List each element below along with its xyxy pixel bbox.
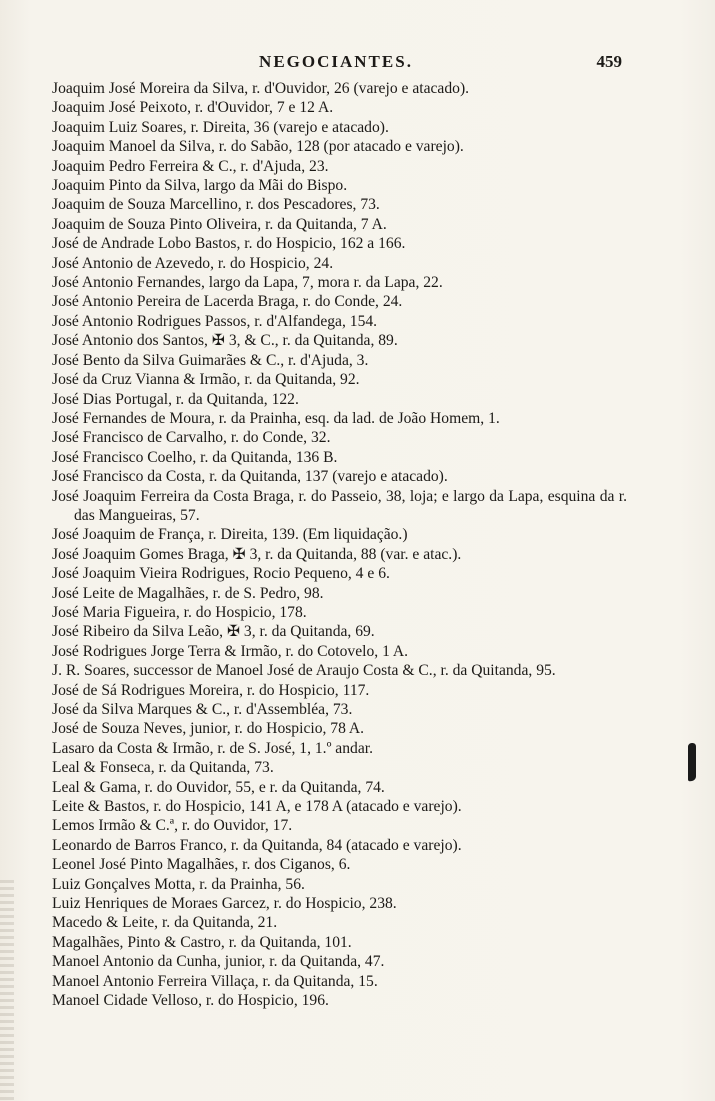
- merchant-entry: José de Andrade Lobo Bastos, r. do Hospicio, 162 a 166.: [52, 235, 406, 253]
- merchant-entry: Joaquim de Souza Marcellino, r. dos Pescadores, 73.: [52, 196, 380, 214]
- merchant-entry: José de Souza Neves, junior, r. do Hospicio, 78 A.: [52, 720, 365, 738]
- merchant-entry: Leal & Gama, r. do Ouvidor, 55, e r. da Quitanda, 74.: [52, 778, 385, 796]
- merchant-entry: Joaquim Luiz Soares, r. Direita, 36 (varejo e atacado).: [52, 118, 389, 136]
- merchant-entry: Leonardo de Barros Franco, r. da Quitanda, 84 (atacado e varejo).: [52, 836, 462, 854]
- merchant-entry: Lasaro da Costa & Irmão, r. de S. José, 1, 1.º andar.: [52, 739, 373, 757]
- merchant-entry: Magalhães, Pinto & Castro, r. da Quitanda, 101.: [52, 933, 352, 951]
- merchant-entry: Manoel Antonio da Cunha, junior, r. da Quitanda, 47.: [52, 953, 385, 971]
- merchant-entry: José da Silva Marques & C., r. d'Assembléa, 73.: [52, 701, 353, 718]
- merchant-entry: José Joaquim de França, r. Direita, 139. (Em liquidação.): [52, 526, 408, 544]
- merchant-entry: Joaquim de Souza Pinto Oliveira, r. da Quitanda, 7 A.: [52, 215, 387, 233]
- merchant-entry: Luiz Gonçalves Motta, r. da Prainha, 56.: [52, 875, 305, 893]
- merchant-entry: José Joaquim Ferreira da Costa Braga, r. do Passeio, 38, loja; e largo da Lapa, esquina da r. das Mangueiras, 57.: [52, 487, 627, 524]
- merchant-entry: Leonel José Pinto Magalhães, r. dos Ciganos, 6.: [52, 856, 351, 874]
- merchant-entry: José Joaquim Vieira Rodrigues, Rocio Pequeno, 4 e 6.: [52, 565, 390, 583]
- merchant-entry: José Leite de Magalhães, r. de S. Pedro, 98.: [52, 584, 324, 602]
- merchant-entry: José Rodrigues Jorge Terra & Irmão, r. do Cotovelo, 1 A.: [52, 642, 409, 660]
- merchant-entry: José da Cruz Vianna & Irmão, r. da Quitanda, 92.: [52, 371, 360, 389]
- merchant-list: [52, 79, 627, 1011]
- page-number: 459: [596, 52, 622, 71]
- merchant-entry: José Francisco da Costa, r. da Quitanda, 137 (varejo e atacado).: [52, 468, 448, 486]
- merchant-entry: José Antonio de Azevedo, r. do Hospicio, 24.: [52, 254, 334, 272]
- merchant-entry: José Joaquim Gomes Braga, ✠ 3, r. da Quitanda, 88 (var. e atac.).: [52, 545, 462, 563]
- merchant-entry: José de Sá Rodrigues Moreira, r. do Hospicio, 117.: [52, 681, 370, 699]
- merchant-entry: José Ribeiro da Silva Leão, ✠ 3, r. da Quitanda, 69.: [52, 623, 375, 641]
- merchant-entry: Macedo & Leite, r. da Quitanda, 21.: [52, 914, 278, 932]
- merchant-entry: Joaquim Manoel da Silva, r. do Sabão, 128 (por atacado e varejo).: [52, 138, 464, 156]
- merchant-entry: José Antonio Rodrigues Passos, r. d'Alfandega, 154.: [52, 312, 378, 330]
- merchant-entry: José Maria Figueira, r. do Hospicio, 178.: [52, 603, 307, 621]
- merchant-entry: Joaquim Pedro Ferreira & C., r. d'Ajuda, 23.: [52, 157, 329, 175]
- merchant-entry: José Fernandes de Moura, r. da Prainha, esq. da lad. de João Homem, 1.: [52, 409, 500, 427]
- merchant-entry: Joaquim José Peixoto, r. d'Ouvidor, 7 e 12 A.: [52, 99, 334, 117]
- merchant-entry: José Francisco de Carvalho, r. do Conde, 32.: [52, 429, 331, 447]
- page-header: [50, 52, 622, 74]
- merchant-entry: Manoel Cidade Velloso, r. do Hospicio, 196.: [52, 992, 329, 1010]
- merchant-entry: Lemos Irmão & C.ª, r. do Ouvidor, 17.: [52, 817, 293, 835]
- merchant-entry: José Dias Portugal, r. da Quitanda, 122.: [52, 390, 299, 408]
- merchant-entry: José Antonio Fernandes, largo da Lapa, 7, mora r. da Lapa, 22.: [52, 274, 443, 292]
- merchant-entry: José Francisco Coelho, r. da Quitanda, 136 B.: [52, 448, 338, 466]
- merchant-entry: Joaquim Pinto da Silva, largo da Mãi do Bispo.: [52, 177, 348, 195]
- merchant-entry: Leite & Bastos, r. do Hospicio, 141 A, e 178 A (atacado e varejo).: [52, 798, 462, 816]
- page-gutter-shadow: [0, 880, 14, 1101]
- merchant-entry: Leal & Fonseca, r. da Quitanda, 73.: [52, 759, 274, 777]
- merchant-entry: J. R. Soares, successor de Manoel José de Araujo Costa & C., r. da Quitanda, 95.: [52, 662, 556, 680]
- merchant-entry: Manoel Antonio Ferreira Villaça, r. da Quitanda, 15.: [52, 972, 378, 990]
- merchant-entry: José Bento da Silva Guimarães & C., r. d'Ajuda, 3.: [52, 351, 369, 369]
- page-title: NEGOCIANTES.: [259, 52, 413, 71]
- merchant-entry: Joaquim José Moreira da Silva, r. d'Ouvidor, 26 (varejo e atacado).: [52, 80, 470, 97]
- merchant-entry: Luiz Henriques de Moraes Garcez, r. do Hospicio, 238.: [52, 895, 397, 913]
- merchant-entry: José Antonio dos Santos, ✠ 3, & C., r. da Quitanda, 89.: [52, 332, 398, 350]
- ink-mark: [688, 742, 696, 781]
- merchant-entry: José Antonio Pereira de Lacerda Braga, r. do Conde, 24.: [52, 293, 403, 311]
